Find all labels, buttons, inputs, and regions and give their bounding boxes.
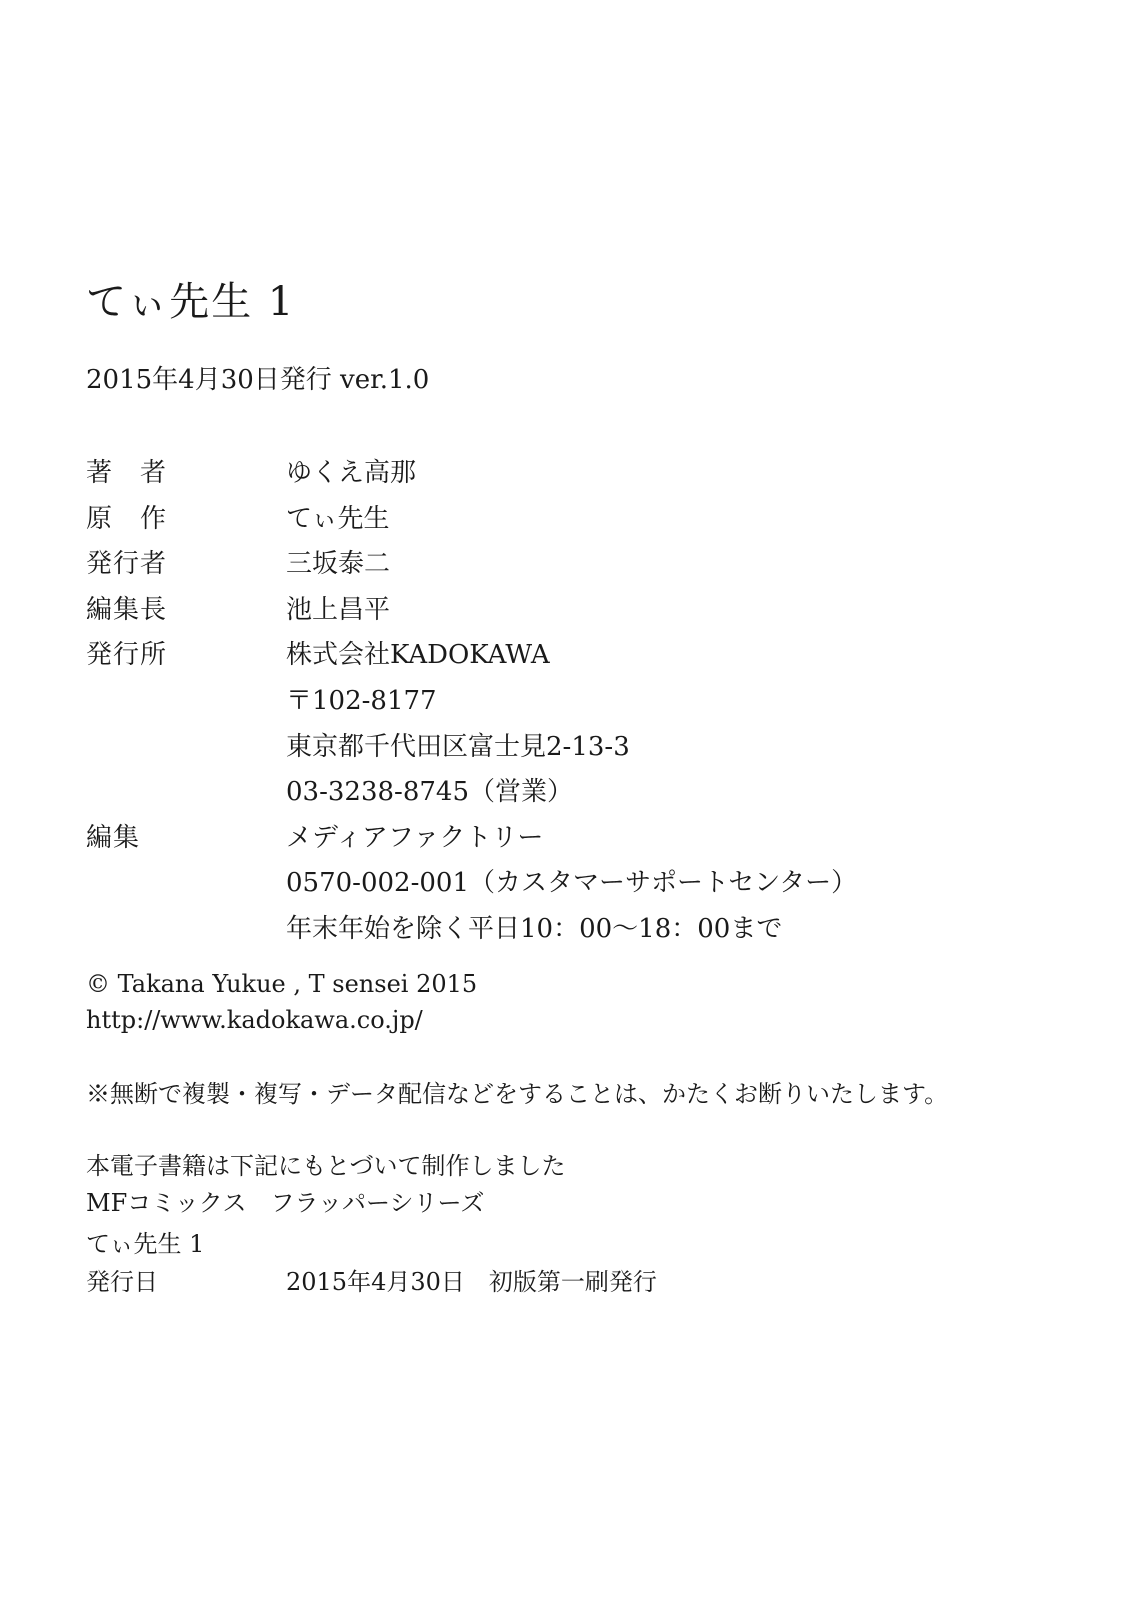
book-title: てぃ先生 1 <box>86 279 296 325</box>
credit-label: 発行所 <box>86 640 168 670</box>
copyright-notice: © Takana Yukue , T sensei 2015 <box>86 970 478 998</box>
source-title: てぃ先生 1 <box>86 1230 205 1258</box>
source-series: MFコミックス フラッパーシリーズ <box>86 1189 485 1217</box>
credit-value: てぃ先生 <box>286 504 390 534</box>
credit-label: 編集 <box>86 823 141 853</box>
source-intro: 本電子書籍は下記にもとづいて制作しました <box>86 1152 566 1180</box>
credit-value: 〒102-8177 <box>286 686 437 716</box>
credit-value: 年末年始を除く平日10：00～18：00まで <box>286 914 783 944</box>
credit-label: 発行者 <box>86 549 168 579</box>
source-date-label: 発行日 <box>86 1268 158 1296</box>
reproduction-notice: ※無断で複製・複写・データ配信などをすることは、かたくお断りいたします。 <box>86 1080 949 1108</box>
credit-value: 株式会社KADOKAWA <box>286 640 550 670</box>
credit-label: 原 作 <box>86 504 168 534</box>
publisher-url: http://www.kadokawa.co.jp/ <box>86 1006 423 1034</box>
credit-value: 03-3238-8745（営業） <box>286 777 573 807</box>
credit-label: 著 者 <box>86 458 168 488</box>
credit-value: 0570-002-001（カスタマーサポートセンター） <box>286 868 858 898</box>
publication-date: 2015年4月30日発行 ver.1.0 <box>86 365 430 395</box>
source-date-value: 2015年4月30日 初版第一刷発行 <box>286 1268 657 1296</box>
credit-value: ゆくえ高那 <box>286 458 417 488</box>
credit-value: 三坂泰二 <box>286 549 391 579</box>
credit-label: 編集長 <box>86 595 168 625</box>
credit-value: 東京都千代田区富士見2-13-3 <box>286 732 630 762</box>
credit-value: メディアファクトリー <box>286 823 544 853</box>
credit-value: 池上昌平 <box>286 595 391 625</box>
